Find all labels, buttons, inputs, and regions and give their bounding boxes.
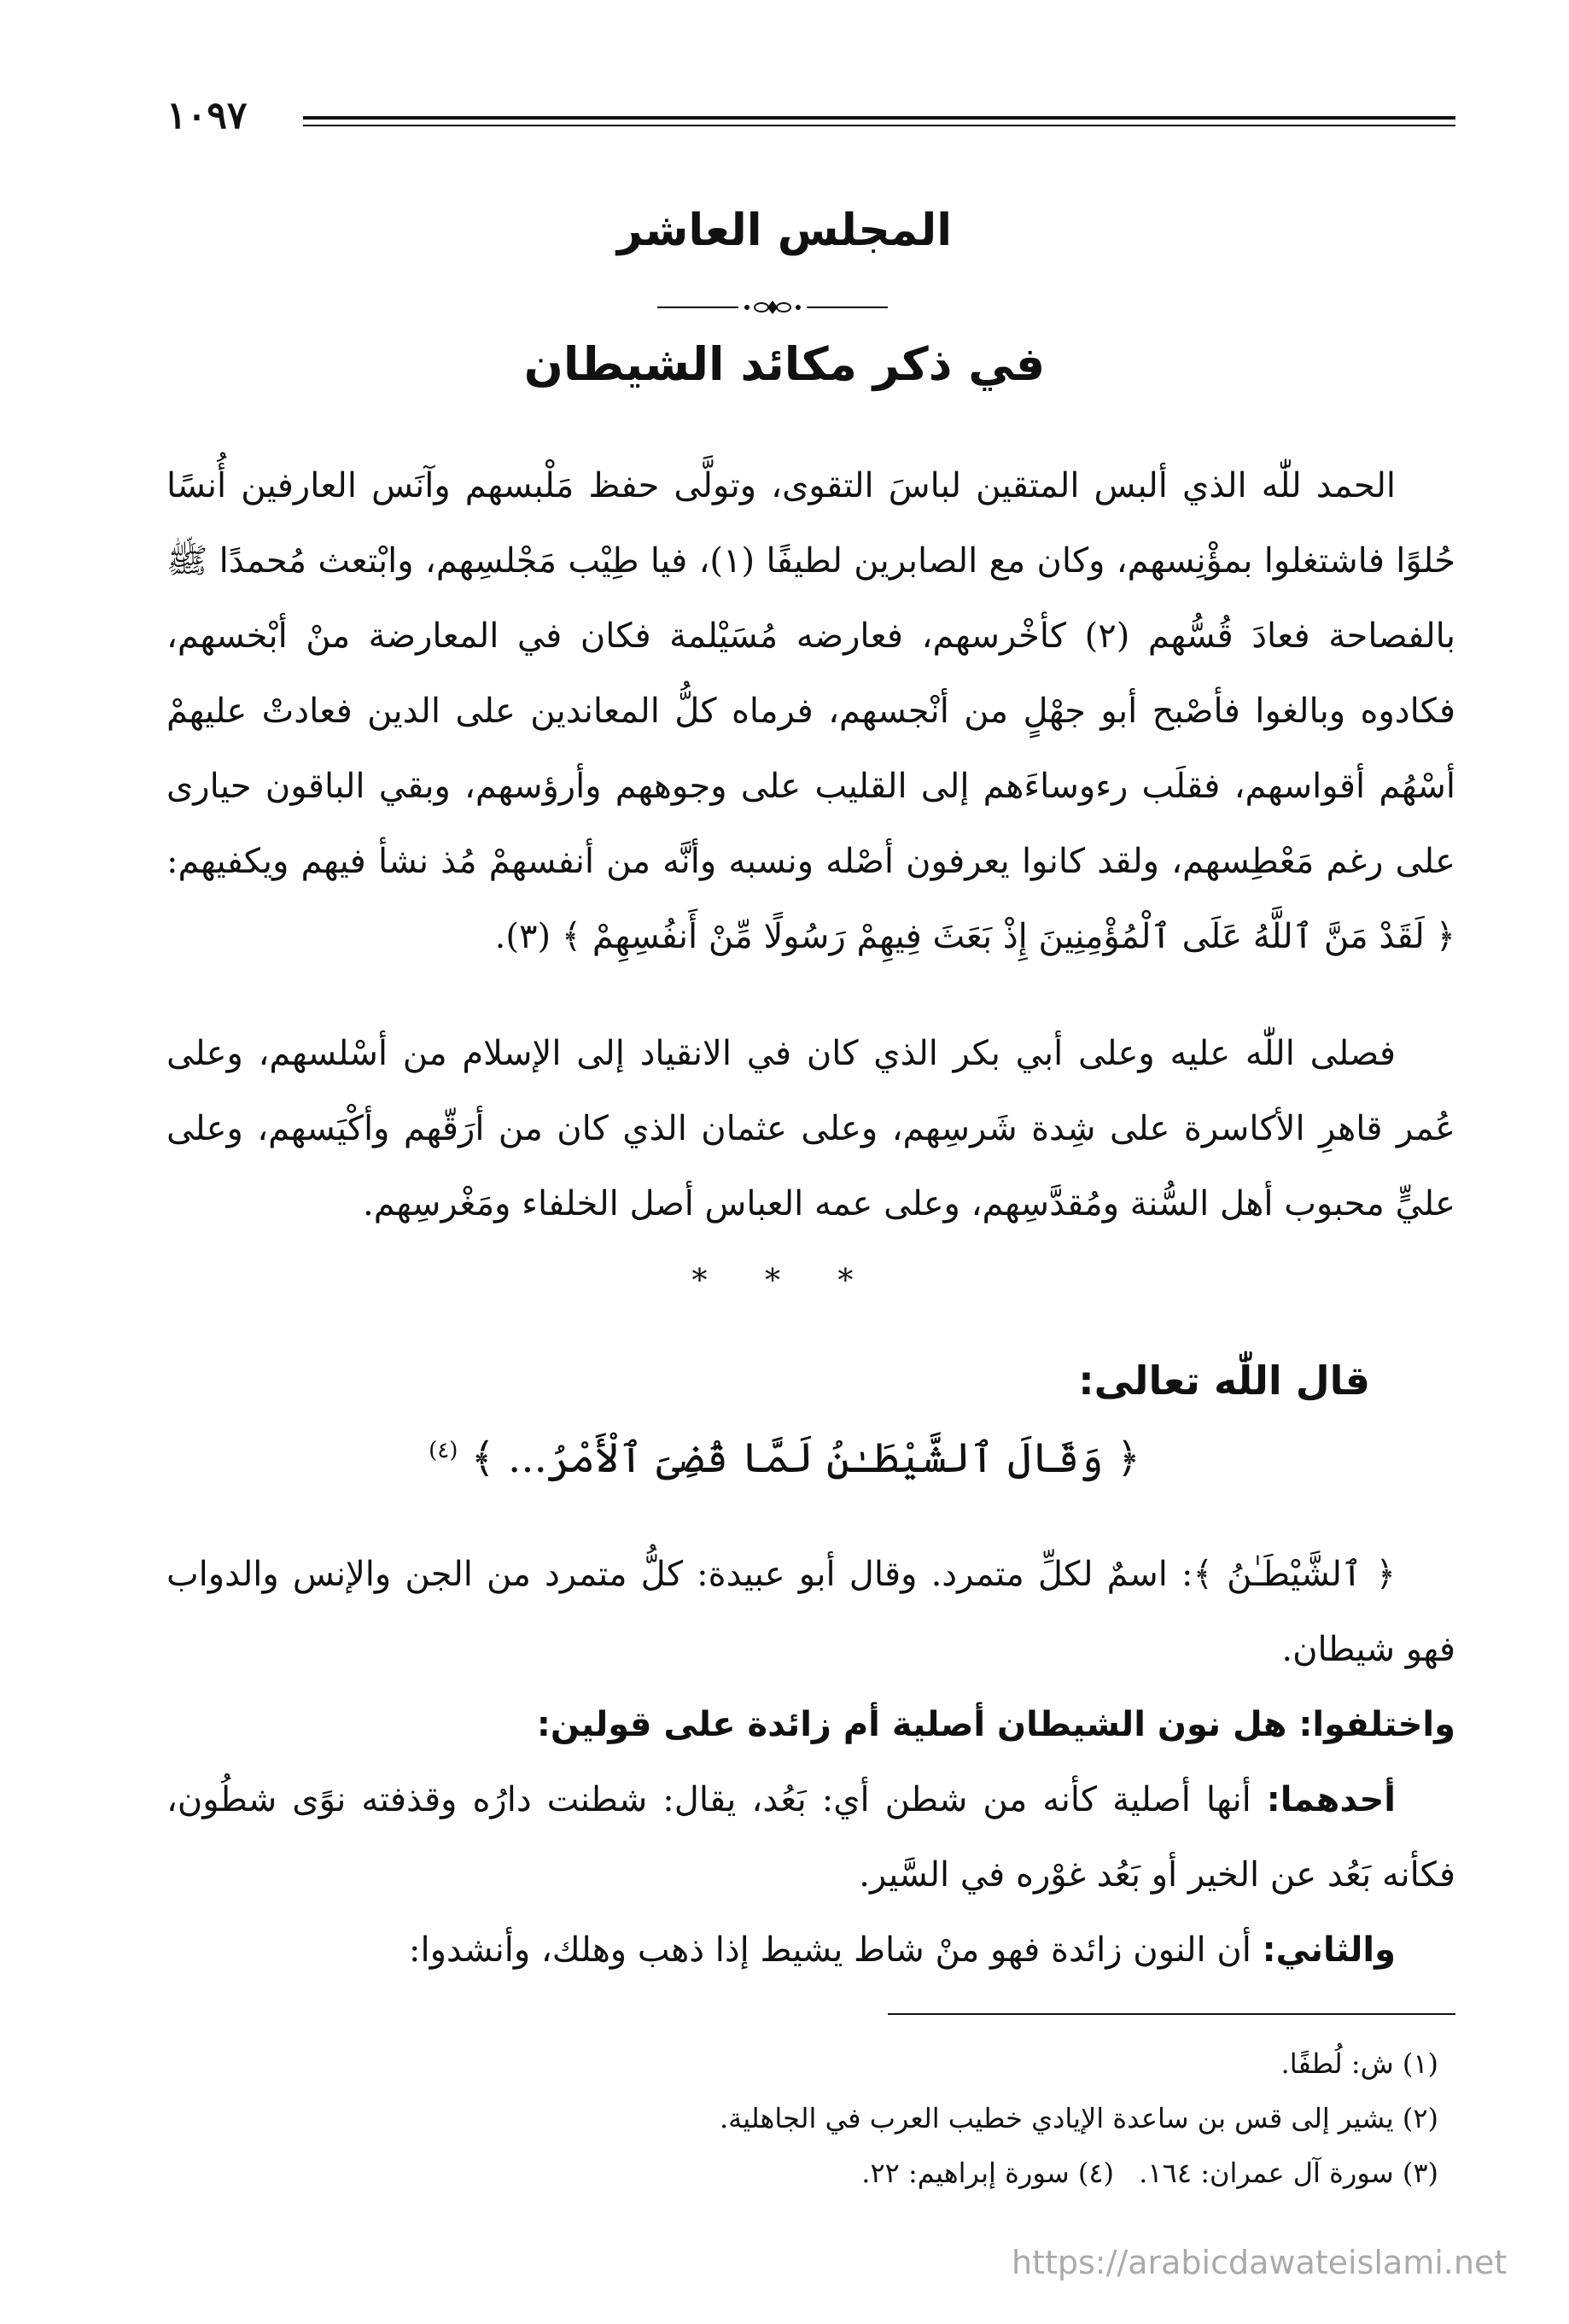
footnote-1: (١) ش: لُطفًا. [1280,2047,1438,2080]
commentary-opinion-1 [166,1762,1455,1912]
opinion-2-text: أن النون زائدة فهو منْ شاط يشيط إذا ذهب وهلك، وأنشدوا: [408,1930,1263,1970]
verse-text: ﴿ وَقَالَ ٱلشَّيْطَـٰنُ لَمَّا قُضِىَ ٱلْأَمْرُ... ﴾ [470,1434,1140,1482]
opinion-1-text: أنها أصلية كأنه من شطن أي: بَعُد، يقال: شطنت دارُه وقذفته نوًى شطُون، فكأنه بَعُد عن الخير أو بَعُد غوْره في السَّير. [166,1780,1455,1895]
commentary-paragraph: ﴿ ٱلشَّيْطَـٰنُ ﴾: اسمٌ لكلِّ متمرد. وقال أبو عبيدة: كلُّ متمرد من الجن والإنس والدواب فهو شيطان. [166,1555,1455,1669]
opinion-1-lead: أحدهما: [1266,1780,1396,1819]
verse-heading: قال اللّٰه تعالى: [1078,1358,1370,1404]
verse-footnote-ref: (٤) [429,1438,458,1463]
commentary-heading: واختلفوا: هل نون الشيطان أصلية أم زائدة على قولين: [536,1705,1455,1744]
footnote-row [166,2146,1438,2200]
footnote-divider [888,2013,1455,2015]
opinion-2-lead: والثاني: [1262,1930,1396,1970]
opening-paragraph: الحمد للّٰه الذي ألبس المتقين لباسَ التقوى، وتولَّى حفظ مَلْبسهم وآنَس العارفين أُنسًا حُلوًا فاشتغلوا بمؤْنِسهم، وكان مع الصابرين لطيفًا (١)، فيا طِيْب مَجْلسِهم، وابْتعث مُحمدًا ﷺ بالفصاحة فعادَ قُسُّهم (٢) كأخْرسهم، فعارضه مُسَيْلمة فكان في المعارضة منْ أبْخسهم، فكادوه وبالغوا فأصْبح أبو جهْلٍ من أنْجسهم، فرماه كلُّ المعاندين على الدين فعادتْ عليهمْ أسْهُم أقواسهم، فقلَب رءوساءَهم إلى القليب على وجوههم وأرؤسهم، وبقي الباقون حيارى على رغم مَعْطِسهم، ولقد كانوا يعرفون أصْله ونسبه وأنَّه من أنفسهمْ مُذ نشأ فيهم ويكفيهم: ﴿ لَقَدْ مَنَّ ٱللَّهُ عَلَى ٱلْمُؤْمِنِينَ إِذْ بَعَثَ فِيهِمْ رَسُولًا مِّنْ أَنفُسِهِمْ ﴾ (٣). [166,466,1456,956]
section-separator: * * * [691,1264,878,1299]
page-header [166,92,1455,143]
quran-verse [0,1434,1569,1482]
footnote-2: (٢) يشير إلى قس بن ساعدة الإيادي خطيب العرب في الجاهلية. [719,2102,1438,2134]
header-rule [303,116,1455,120]
footnote-4: (٤) سورة إبراهيم: ٢٢. [861,2157,1114,2189]
ornament-divider [657,290,888,324]
salawat-section [166,1016,1455,1241]
commentary-opinion-2 [166,1912,1455,1988]
footnotes [166,2036,1438,2200]
watermark: https://arabicdawateislami.net [1012,2244,1508,2281]
salawat-paragraph: فصلى اللّٰه عليه وعلى أبي بكر الذي كان في الانقياد إلى الإسلام من أسْلسهم، وعلى عُمر قاهرِ الأكاسرة على شِدة شَرسِهم، وعلى عثمان الذي كان من أرَقّهم وأكْيَسهم، وعلى عليٍّ محبوب أهل السُّنة ومُقدَّسِهم، وعلى عمه العباس أصل الخلفاء ومَغْرسِهم. [166,1034,1455,1223]
page-number: ١٠٩٧ [166,94,248,137]
header-rule-thin [303,125,1455,126]
commentary-section [166,1537,1455,1988]
chapter-title: المجلس العاشر [616,205,953,256]
opening-section [166,448,1455,974]
footnote-3: (٣) سورة آل عمران: ١٦٤. [1139,2157,1438,2189]
chapter-subtitle: في ذكر مكائد الشيطان [523,337,1046,391]
